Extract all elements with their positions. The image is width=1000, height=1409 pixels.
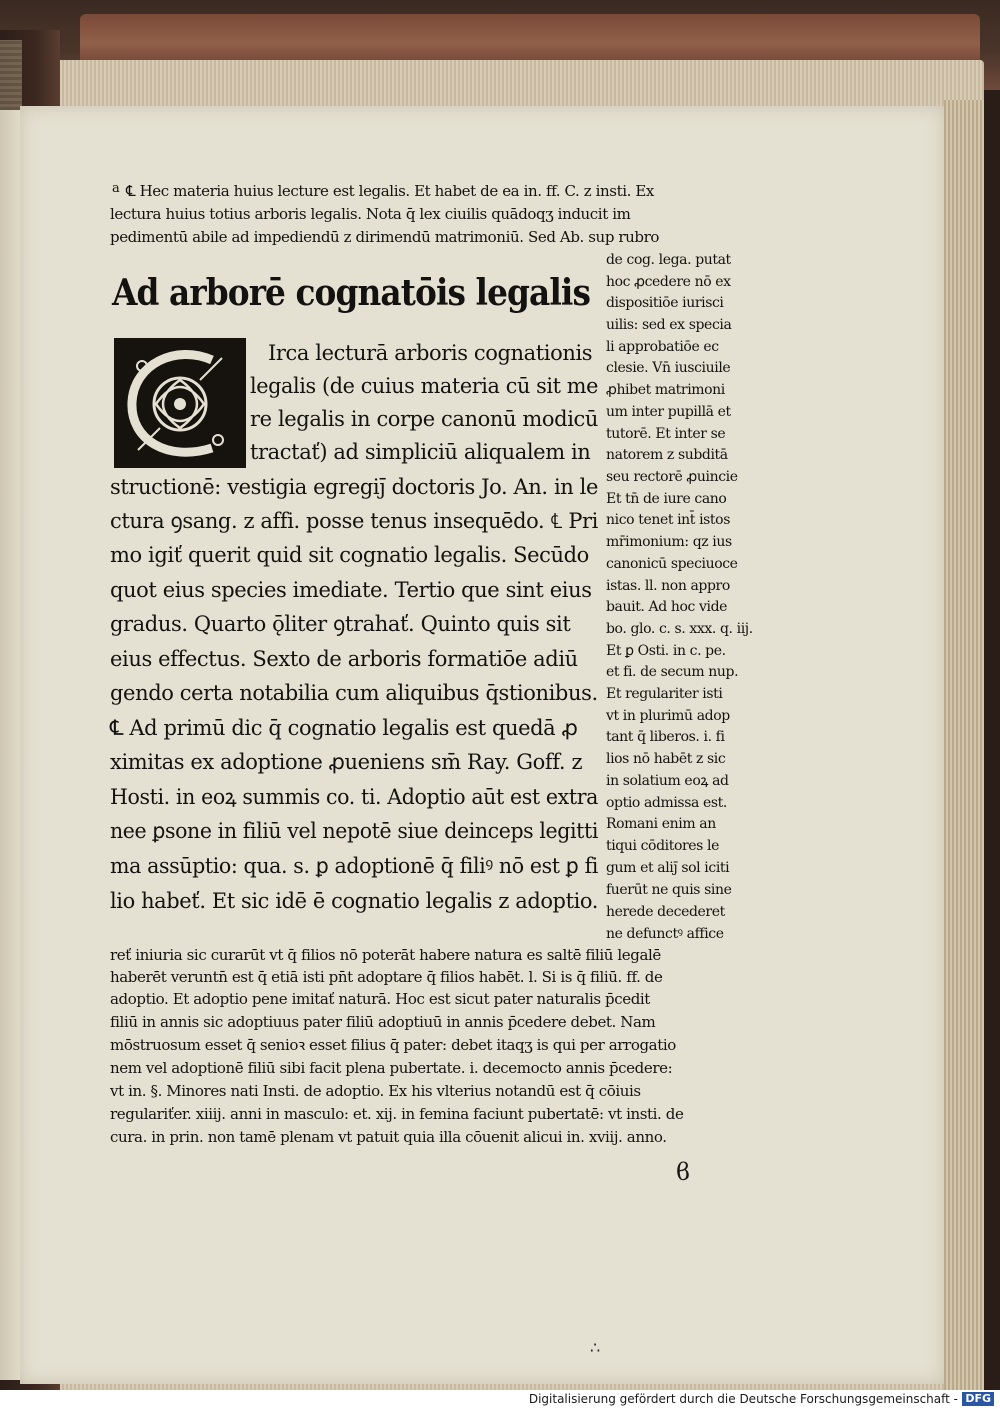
side-line: mr̄imonium: qz ius — [606, 534, 732, 550]
side-line: li approbatiōe ec — [606, 339, 719, 355]
bottom-line: filiū in annis sic adoptiuus pater filiū adoptiuū in annis p̄cedere debet. Nam — [110, 1013, 656, 1031]
side-line: um inter pupillā et — [606, 404, 731, 420]
main-line: lio habeť. Et sic idē ē cognatio legalis z adoptio. — [110, 889, 598, 913]
side-line: uilis: sed ex specia — [606, 317, 732, 333]
main-line: ximitas ex adoptione ꝓueniens sm̄ Ray. Goff. z — [110, 750, 583, 774]
page-stack-right — [944, 100, 984, 1390]
side-line: ne defunctꝰ affice — [606, 926, 724, 942]
main-line: Irca lecturā arboris cognationis — [268, 341, 593, 365]
main-line: structionē: vestigia egregiȷ̄ doctoris Jo. An. in le — [110, 475, 598, 499]
main-line: legalis (de cuius materia cū sit me — [250, 374, 598, 398]
bottom-line: regulariťer. xiiij. anni in masculo: et. xij. in femina faciunt pubertatē: vt insti. de — [110, 1105, 684, 1123]
side-line: optio admissa est. — [606, 795, 727, 811]
side-line: bo. glo. c. s. xxx. q. iij. — [606, 621, 753, 637]
side-line: tiqui cōditores le — [606, 838, 719, 854]
side-line: de cog. lega. putat — [606, 252, 731, 268]
side-line: ꝓhibet matrimoni — [606, 382, 725, 398]
bottom-line: vt in. §. Minores nati Insti. de adoptio. Ex his vlterius notandū est q̄ cōiuis — [110, 1082, 641, 1100]
side-line: tutorē. Et inter se — [606, 426, 726, 442]
bottom-line: mōstruosum esset q̄ senioꝛ esset filius q̄ pater: debet itaqʒ is qui per arrogatio — [110, 1036, 676, 1054]
footer-credit: Digitalisierung gefördert durch die Deutsche Forschungsgemeinschaft - — [528, 1392, 958, 1406]
drop-cap-initial — [114, 338, 246, 468]
side-line: Romani enim an — [606, 816, 716, 832]
side-line: clesie. Vn̄ iusciuile — [606, 360, 731, 376]
signature-mark: ϐ — [676, 1158, 690, 1186]
margin-letter: a — [112, 181, 120, 196]
side-line: bauit. Ad hoc vide — [606, 599, 728, 615]
side-line: nico tenet int̄ istos — [606, 512, 730, 528]
main-line: nee ꝑsone in filiū vel nepotē siue deinceps legitti — [110, 819, 598, 843]
side-line: Et regulariter isti — [606, 686, 723, 702]
side-line: et fi. de secum nup. — [606, 664, 739, 680]
side-line: seu rectorē ꝓuincie — [606, 469, 738, 485]
side-line: gum et aliȷ̄ sol iciti — [606, 860, 730, 876]
dfg-logo: DFG — [962, 1392, 994, 1406]
side-line: in solatium eoꝝ ad — [606, 773, 729, 789]
main-line: re legalis in corpe canonū modicū — [250, 407, 598, 431]
top-line-3: pedimentū abile ad impediendū z dirimendū matrimoniū. Sed Ab. sup rubro — [110, 228, 660, 246]
side-line: Et ꝑ Osti. in c. pe. — [606, 643, 726, 659]
bottom-line: adoptio. Et adoptio pene imitať naturā. Hoc est sicut pater naturalis p̄cedit — [110, 990, 650, 1008]
side-line: tant q̄ liberos. i. fi — [606, 729, 725, 745]
side-line: lios nō habēt z sic — [606, 751, 726, 767]
side-line: herede decederet — [606, 904, 725, 920]
facing-page-sliver — [0, 110, 22, 1380]
side-line: natorem z subditā — [606, 447, 728, 463]
bottom-dots: ∴ — [590, 1338, 601, 1357]
main-line: tractať) ad simpliciū aliqualem in — [250, 440, 591, 464]
side-line: fuerūt ne quis sine — [606, 882, 732, 898]
main-line: gradus. Quarto ǭliter ꝯtrahať. Quinto quis sit — [110, 612, 571, 636]
bottom-line: reť iniuria sic curarūt vt q̄ filios nō poterāt habere natura es saltē filiū legalē — [110, 946, 661, 964]
top-line-1: ℄ Hec materia huius lecture est legalis. Et habet de ea in. ff. C. z insti. Ex — [126, 182, 654, 200]
side-line: hoc ꝓcedere nō ex — [606, 274, 731, 290]
main-line: quot eius species imediate. Tertio que sint eius — [110, 578, 592, 602]
top-line-2: lectura huius totius arboris legalis. Nota q̄ lex ciuilis quādoqʒ inducit im — [110, 205, 631, 223]
side-line: Et tn̄ de iure cano — [606, 491, 727, 507]
side-line: istas. ll. non appro — [606, 578, 730, 594]
page-heading: Ad arborē cognatōis legalis — [112, 272, 590, 314]
main-line: eius effectus. Sexto de arboris formatiōe adiū — [110, 647, 578, 671]
bottom-line: haberēt veruntn̄ est q̄ etiā isti pn̄t adoptare q̄ filios habēt. l. Si is q̄ filiū. ff. de — [110, 968, 663, 986]
bottom-line: nem vel adoptionē filiū sibi facit plena pubertate. i. decemocto annis p̄cedere: — [110, 1059, 673, 1077]
main-line: ctura ꝯsang. z affi. posse tenus insequēdo. ℄ Pri — [110, 509, 598, 533]
bottom-line: cura. in prin. non tamē plenam vt patuit quia illa cōuenit alicui in. xviij. anno. — [110, 1128, 667, 1146]
main-line: mo igiť querit quid sit cognatio legalis. Secūdo — [110, 543, 589, 567]
main-line: gendo certa notabilia cum aliquibus q̄stionibus. — [110, 681, 598, 705]
side-line: canonicū speciuoce — [606, 556, 738, 572]
side-line: vt in plurimū adop — [606, 708, 730, 724]
side-line: dispositiōe iurisci — [606, 295, 724, 311]
main-line: ℄ Ad primū dic q̄ cognatio legalis est quedā ꝓ — [110, 716, 578, 740]
main-line: Hosti. in eoꝝ summis co. ti. Adoptio aūt est extra — [110, 785, 598, 809]
main-line: ma assūptio: qua. s. ꝑ adoptionē q̄ filiꝰ nō est ꝑ fi — [110, 854, 598, 878]
